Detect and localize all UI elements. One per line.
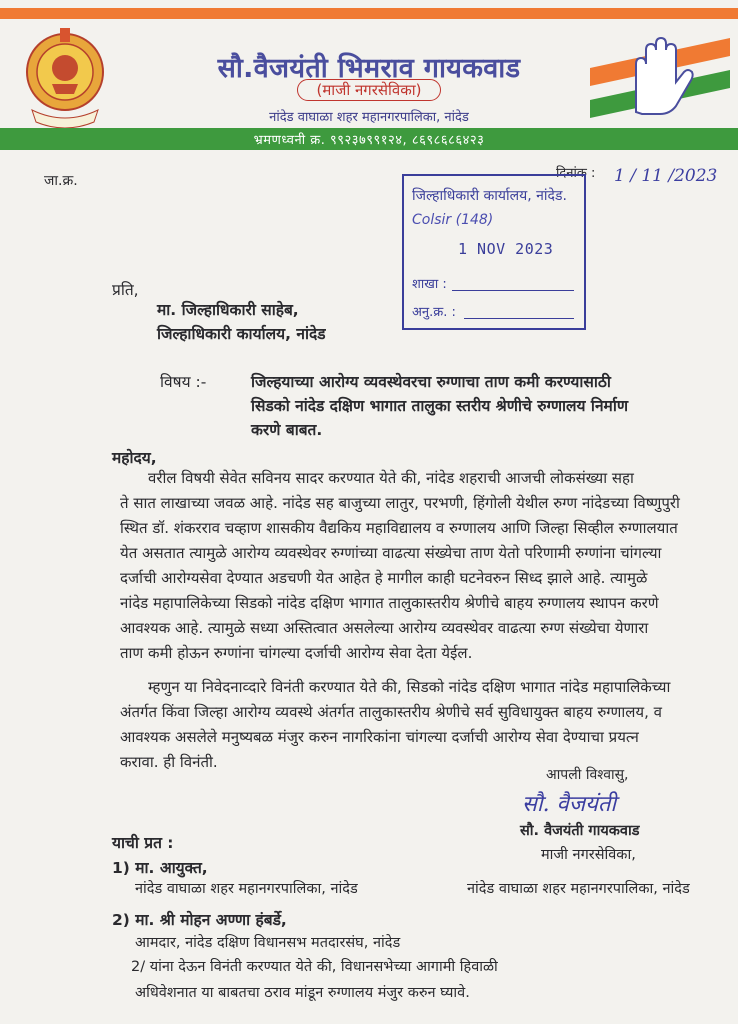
signatory-organization: नांदेड वाघाळा शहर महानगरपालिका, नांदेड [467,881,690,897]
handwritten-signature: सौ. वैजयंती [522,792,617,817]
stamp-branch-line [452,290,574,291]
body-line: अंतर्गत किंवा जिल्हा आरोग्य व्यवस्थे अंतर्गत तालुकास्तरीय श्रेणीचे सर्व सुविधायुक्त बाहय रुग्णालय, व [120,703,662,721]
body-line: म्हणुन या निवेदनाव्दारे विनंती करण्यात येते की, सिडको नांदेड दक्षिण भागात नांदेड महापालिकेच्या [148,678,671,696]
body-line: ते सात लाखाच्या जवळ आहे. नांदेड सह बाजुच्या लातुर, परभणी, हिंगोली येथील रुग्ण नांदेडच्या विष्णुपुरी [120,494,680,512]
copies-label: याची प्रत : [112,834,174,852]
body-line: स्थित डॉ. शंकरराव चव्हाण शासकीय वैद्यकिय महाविद्यालय व रुग्णालय आणि जिल्हा सिव्हील रुग्णालयात [120,519,678,537]
stamp-date: 1 NOV 2023 [458,240,554,258]
copy-item-2-title: 2) मा. श्री मोहन अण्णा हंबर्डे, [112,911,287,929]
copy-item-2-line: अधिवेशनात या बाबतचा ठराव मांडून रुग्णालय मंजुर करुन घ्यावे. [135,985,470,1001]
body-line: ताण कमी होऊन रुग्णांना चांगल्या दर्जाची आरोग्य सेवा देता येईल. [120,644,473,662]
body-line: आवश्यक आहे. त्यामुळे सध्या अस्तित्वात असलेल्या आरोग्य व्यवस्थेवर वाढत्या रुग्ण संख्येचा येणारा [120,619,649,637]
closing-phrase: आपली विश्वासु, [546,767,629,783]
phone-numbers: भ्रमणध्वनी क्र. ९९२३७९९१२४, ८६९८६८६४२३ [253,133,485,148]
letterhead-name: सौ.वैजयंती भिमराव गायकवाड [217,53,521,84]
copy-item-2-line: 2/ यांना देऊन विनंती करण्यात येते की, विधानसभेच्या आगामी हिवाळी [131,959,498,975]
stamp-serial-line [464,318,574,319]
party-hand-logo [590,30,730,130]
body-line: येत असतात त्यामुळे आरोग्य व्यवस्थेवर रुग्णांच्या वाढत्या संख्येचा ताण येतो परिणामी रुग्णांना चांगल्या [120,544,662,562]
signatory-designation: माजी नगरसेविका, [541,847,636,863]
date-label: दिनांक : [556,166,596,181]
stamp-branch-label: शाखा : [412,277,447,292]
subject-label: विषय :- [160,373,207,391]
body-line: दर्जाची आरोग्यसेवा देण्यात अडचणी येत आहेत हे मागील काही घटनेवरुन सिध्द झाले आहे. त्यामुळे [120,569,648,587]
reference-label: जा.क्र. [44,173,78,189]
copy-item-2-line: आमदार, नांदेड दक्षिण विधानसभ मतदारसंघ, नांदेड [135,935,401,951]
salutation: महोदय, [112,449,157,467]
body-line: करावा. ही विनंती. [120,753,218,771]
copy-item-1-title: 1) मा. आयुक्त, [112,859,208,877]
top-orange-band [0,8,738,19]
subject-line: जिल्हयाच्या आरोग्य व्यवस्थेवरचा रुग्णाचा ताण कमी करण्यासाठी [251,373,611,391]
recipient-line-1: मा. जिल्हाधिकारी साहेब, [157,301,299,319]
date-value: 1 / 11 /2023 [614,166,718,186]
stamp-inward-number: Colsir (148) [412,212,494,228]
body-line: वरील विषयी सेवेत सविनय सादर करण्यात येते की, नांदेड शहराची आजची लोकसंख्या सहा [148,469,634,487]
stamp-serial-label: अनु.क्र. : [412,305,456,320]
subject-line: करणे बाबत. [251,421,323,439]
inward-stamp [402,174,586,330]
signatory-name: सौ. वैजयंती गायकवाड [520,823,640,839]
body-paragraph-1 [120,466,634,491]
copy-item-1-line: नांदेड वाघाळा शहर महानगरपालिका, नांदेड [135,881,358,897]
recipient-prefix: प्रति, [112,281,139,299]
subject-line: सिडको नांदेड दक्षिण भागात तालुका स्तरीय श्रेणीचे रुग्णालय निर्माण [251,397,629,415]
letterhead-designation: (माजी नगरसेविका) [0,80,738,100]
letterhead-organization: नांदेड वाघाळा शहर महानगरपालिका, नांदेड [269,110,469,125]
body-line: आवश्यक असलेले मनुष्यबळ मंजुर करुन नागरिकांना चांगल्या दर्जाची आरोग्य सेवा देण्याचा प्रयत्न [120,728,639,746]
body-line: नांदेड महापालिकेच्या सिडको नांदेड दक्षिण भागात तालुकास्तरीय श्रेणीचे बाहय रुग्णालय स्थापन करणे [120,594,659,612]
recipient-line-2: जिल्हाधिकारी कार्यालय, नांदेड [157,325,326,343]
stamp-office: जिल्हाधिकारी कार्यालय, नांदेड. [412,188,567,204]
